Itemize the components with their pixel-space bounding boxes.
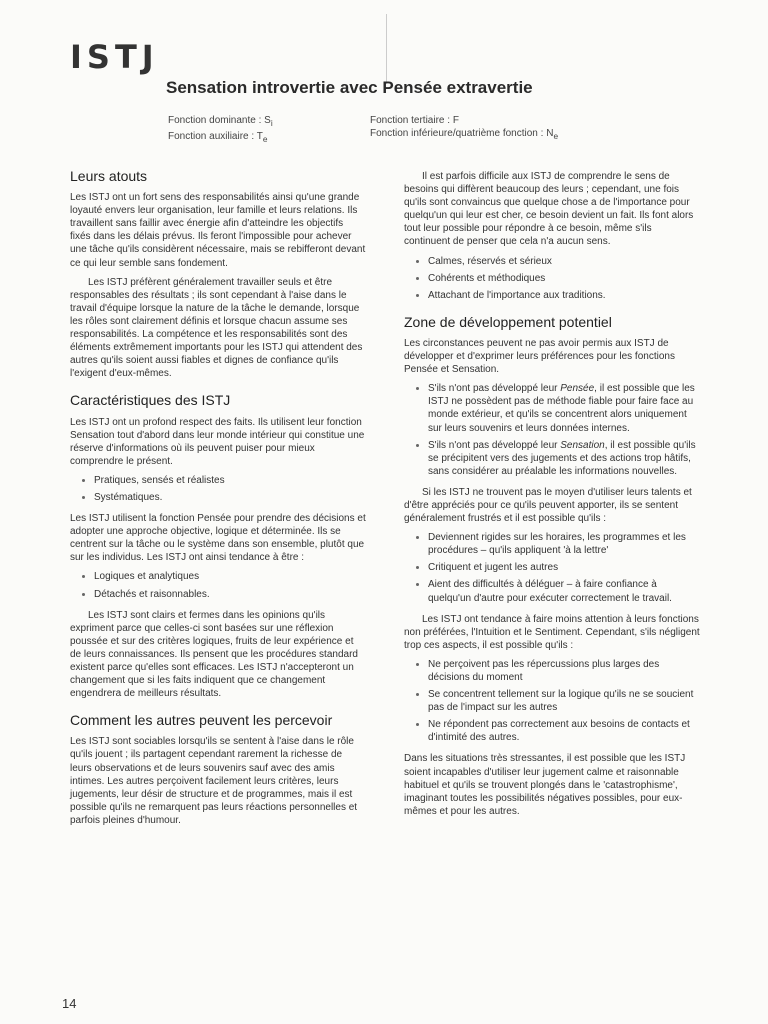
list-item: • Critiquent et jugent les autres — [428, 561, 700, 574]
bullet-list — [404, 255, 700, 302]
list-item: • S'ils n'ont pas développé leur Sensation, il est possible qu'ils se précipitent vers des jugements et des actions trop hâtifs, sans considérer au préalable les informations nouvelles. — [428, 439, 700, 478]
bullet-list — [70, 570, 366, 600]
list-item: • Logiques et analytiques — [94, 570, 366, 583]
list-item: • Ne perçoivent pas les répercussions plus larges des décisions du moment — [428, 658, 700, 684]
section-heading: Comment les autres peuvent les percevoir — [70, 712, 333, 729]
paragraph: Il est parfois difficile aux ISTJ de comprendre le sens de besoins qui diffèrent beaucoup des leurs ; cependant, une fois qu'ils sont convaincus que quelque chose a de l'importance pour quelqu'un qui leur est cher, ce besoin devient un fait. Ils font alors tout leur possible pour répondre à ce besoin, même s'ils continuent de penser que cela n'a aucun sens. — [404, 171, 694, 248]
section-heading: Zone de développement potentiel — [404, 313, 612, 330]
list-item: • Se concentrent tellement sur la logique qu'ils ne se soucient pas de l'impact sur les autres — [428, 688, 700, 714]
page-number: 14 — [62, 996, 77, 1011]
scan-fold-mark — [386, 14, 387, 84]
paragraph: Dans les situations très stressantes, il est possible que les ISTJ soient incapables d'utiliser leur jugement calme et raisonnable habituel et qu'ils se trouvent plongés dans le 'catastrophisme', imaginant toutes les possibilités négatives possibles, pour eux-mêmes et pour les autres. — [404, 753, 686, 817]
paragraph: Les ISTJ sont clairs et fermes dans les opinions qu'ils expriment parce que celles-ci sont basées sur une réflexion poussée et sur des critères logiques, fruits de leur expérience et de leurs connaissances. Ils pensent que les procédures standard existent parce qu'elles sont efficaces. Les ISTJ n'accepteront un changement que si les faits indiquent que ce changement engendrera de meilleurs résultats. — [70, 609, 358, 700]
list-item: • Aient des difficultés à déléguer – à faire confiance à quelqu'un d'autre pour exécuter correctement le travail. — [428, 578, 700, 604]
bullet-list — [404, 658, 700, 745]
section-heading: Leurs atouts — [70, 168, 148, 184]
section-intro — [404, 170, 700, 302]
paragraph: Les ISTJ préfèrent généralement travailler seuls et être responsables des résultats ; ils sont cependant à l'aise dans le travail d'équipe lorsque la nature de la tâche le demande, lorsque les rôles sont clairement définis et lorsque chacun assume ses responsabilités. La compétence et les responsabilités sont des éléments extrêmement importants pour les ISTJ qui attendent des autres qu'ils soient aussi fiables et dignes de confiance qu'ils l'exigent d'eux-mêmes. — [70, 276, 363, 380]
tertiary-function: Fonction tertiaire : F — [370, 115, 459, 126]
bullet-list — [404, 531, 700, 604]
section-percevoir — [70, 714, 366, 827]
auxiliary-function: Fonction auxiliaire : $T_e$ — [168, 131, 268, 144]
paragraph: Les ISTJ ont tendance à faire moins attention à leurs fonctions non préférées, l'Intuition et le Sentiment. Cependant, s'ils négligent trop ces aspects, il est possible qu'ils : — [404, 613, 700, 651]
left-column — [70, 170, 366, 841]
page-title: ISTJ — [70, 38, 159, 76]
paragraph: Les ISTJ ont un fort sens des responsabilités ainsi qu'une grande loyauté envers leur organisation, leur famille et leurs relations. Ils travaillent sans faillir avec énergie afin d'atteindre les objectifs fixés dans les délais prévus. Ils feront l'impossible pour achever une tâche qu'ils considèrent nécessaire, mais se rebifferont devant ce qui leur semble sans fondement. — [70, 192, 366, 269]
section-developpement — [404, 313, 700, 818]
list-item: • Systématiques. — [94, 491, 366, 504]
paragraph: Les ISTJ sont sociables lorsqu'ils se sentent à l'aise dans le rôle qu'ils jouent ; ils partagent cependant rarement la richesse de leurs observations et de leurs souvenirs sauf avec des amis intimes. Les autres perçoivent facilement leurs critères, leurs jugements, leur désir de structure et de programmes, mais il est possible qu'ils ne remarquent pas leurs réactions personnelles et parfois pleines d'humour. — [70, 736, 358, 826]
inferior-function: Fonction inférieure/quatrième fonction : $N_e$ — [370, 128, 559, 141]
page-subtitle: Sensation introvertie avec Pensée extravertie — [166, 78, 533, 97]
section-heading: Caractéristiques des ISTJ — [70, 392, 231, 409]
paragraph: Les circonstances peuvent ne pas avoir permis aux ISTJ de développer et d'exprimer leurs préférences pour les fonctions Pensée et Sensation. — [404, 337, 675, 376]
bullet-list — [404, 382, 700, 478]
functions-left — [168, 114, 273, 146]
section-atouts — [70, 170, 366, 380]
dominant-function: Fonction dominante : $S_i$ — [168, 115, 273, 128]
list-item: • Cohérents et méthodiques — [428, 272, 700, 285]
list-item: • Deviennent rigides sur les horaires, les programmes et les procédures – qu'ils appliquent 'à la lettre' — [428, 531, 700, 557]
section-caracteristiques — [70, 394, 366, 700]
list-item: • Attachant de l'importance aux traditions. — [428, 289, 700, 302]
paragraph: Les ISTJ utilisent la fonction Pensée pour prendre des décisions et adopter une approche objective, logique et déterminée. Ils se centrent sur la tâche ou le système dans son ensemble, plutôt que sur les individus. Les ISTJ ont ainsi tendance à être : — [70, 513, 366, 564]
list-item: • Calmes, réservés et sérieux — [428, 255, 700, 268]
list-item: • S'ils n'ont pas développé leur Pensée, il est possible que les ISTJ ne possèdent pas de méthode fiable pour faire face au monde extérieur, et qu'ils se concentrent alors uniquement sur leurs souvenirs et leurs données internes. — [428, 382, 700, 434]
functions-right — [370, 114, 558, 143]
right-column — [404, 170, 700, 832]
paragraph: Les ISTJ ont un profond respect des faits. Ils utilisent leur fonction Sensation tout d'abord dans leur monde intérieur qui constitue une réserve d'informations où ils peuvent puiser pour mieux comprendre le présent. — [70, 416, 365, 467]
list-item: • Ne répondent pas correctement aux besoins de contacts et d'intimité des autres. — [428, 718, 700, 744]
paragraph: Si les ISTJ ne trouvent pas le moyen d'utiliser leurs talents et d'être appréciés pour ce qu'ils peuvent apporter, ils se sentent généralement frustrés et il est possible qu'ils : — [404, 486, 692, 525]
list-item: • Pratiques, sensés et réalistes — [94, 474, 366, 487]
list-item: • Détachés et raisonnables. — [94, 588, 366, 601]
bullet-list — [70, 474, 366, 504]
